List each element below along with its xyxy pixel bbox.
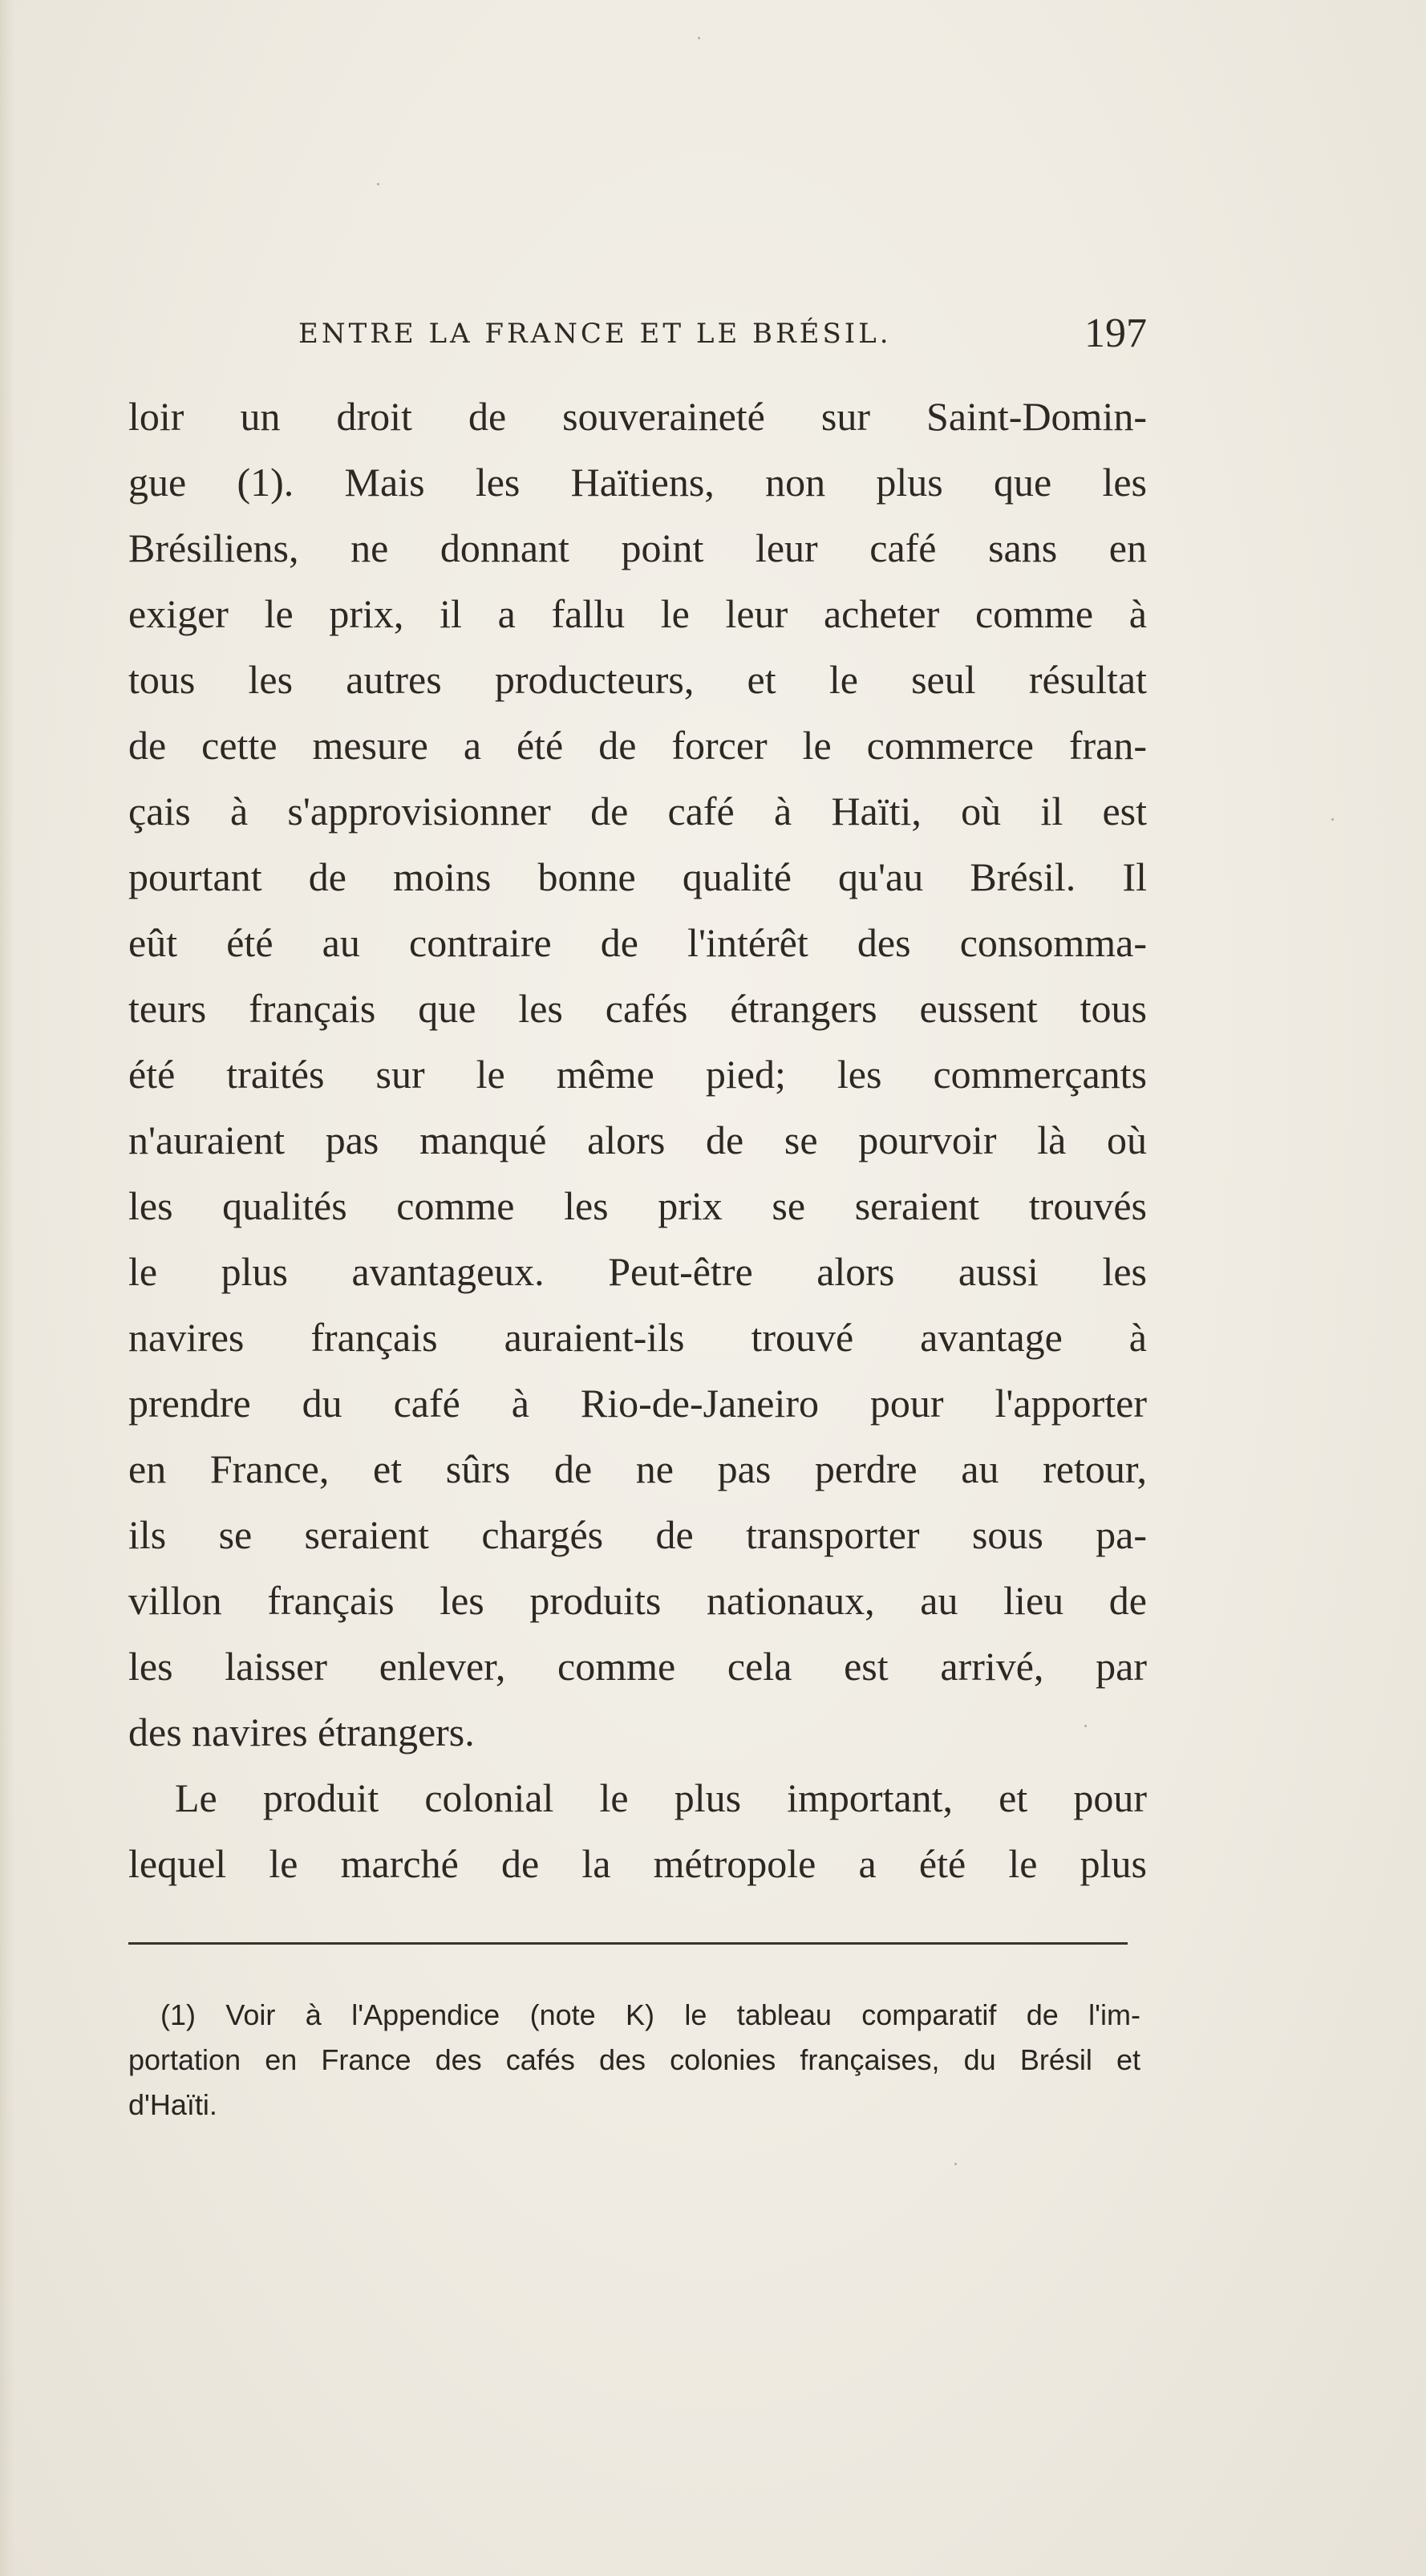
running-head: ENTRE LA FRANCE ET LE BRÉSIL. [298,318,892,350]
text-line: navires français auraient-ils trouvé avantage à [128,1315,1147,1360]
text-line: en France, et sûrs de ne pas perdre au retour, [128,1446,1147,1491]
footnote-line: d'Haïti. [128,2088,217,2121]
text-line: les qualités comme les prix se seraient trouvés [128,1183,1147,1228]
text-line: lequel le marché de la métropole a été le plus [128,1841,1147,1886]
text-line: gue (1). Mais les Haïtiens, non plus que les [128,460,1147,505]
footnote [128,1993,1140,2128]
footnote-line: (1) Voir à l'Appendice (note K) le tableau comparatif de l'im- [160,1998,1140,2031]
paper-speck [698,37,700,39]
footnote-line: portation en France des cafés des colonies françaises, du Brésil et [128,2043,1140,2076]
text-line: eût été au contraire de l'intérêt des consomma- [128,920,1147,965]
text-line: tous les autres producteurs, et le seul résultat [128,657,1147,702]
text-line: de cette mesure a été de forcer le commerce fran- [128,723,1147,768]
paragraph-end-line: des navires étrangers. [128,1710,475,1755]
text-line: les laisser enlever, comme cela est arrivé, par [128,1644,1147,1689]
text-line: villon français les produits nationaux, au lieu de [128,1578,1147,1623]
text-line: teurs français que les cafés étrangers eussent tous [128,986,1147,1031]
text-line: Brésiliens, ne donnant point leur café sans en [128,525,1147,570]
text-line: le plus avantageux. Peut-être alors aussi les [128,1249,1147,1294]
text-line: loir un droit de souveraineté sur Saint-Domin- [128,394,1147,439]
footnote-rule [128,1942,1128,1945]
text-line: çais à s'approvisionner de café à Haïti, où il est [128,789,1147,834]
text-line: ils se seraient chargés de transporter sous pa- [128,1512,1147,1557]
page-edge-shadow [0,0,14,2576]
paper-speck [1084,1725,1087,1727]
paper-speck [1331,818,1334,821]
body-text [128,383,1147,1897]
paper-speck [954,2163,957,2165]
text-line: exiger le prix, il a fallu le leur acheter comme à [128,591,1147,636]
text-line: n'auraient pas manqué alors de se pourvoir là où [128,1118,1147,1162]
page-header [298,310,1147,366]
text-line: pourtant de moins bonne qualité qu'au Brésil. Il [128,854,1147,899]
paper-speck [377,183,379,185]
paragraph-start-line: Le produit colonial le plus important, et pour [175,1775,1147,1820]
text-line: été traités sur le même pied; les commerçants [128,1052,1147,1097]
page-number: 197 [1084,310,1147,356]
text-line: prendre du café à Rio-de-Janeiro pour l'apporter [128,1381,1147,1426]
